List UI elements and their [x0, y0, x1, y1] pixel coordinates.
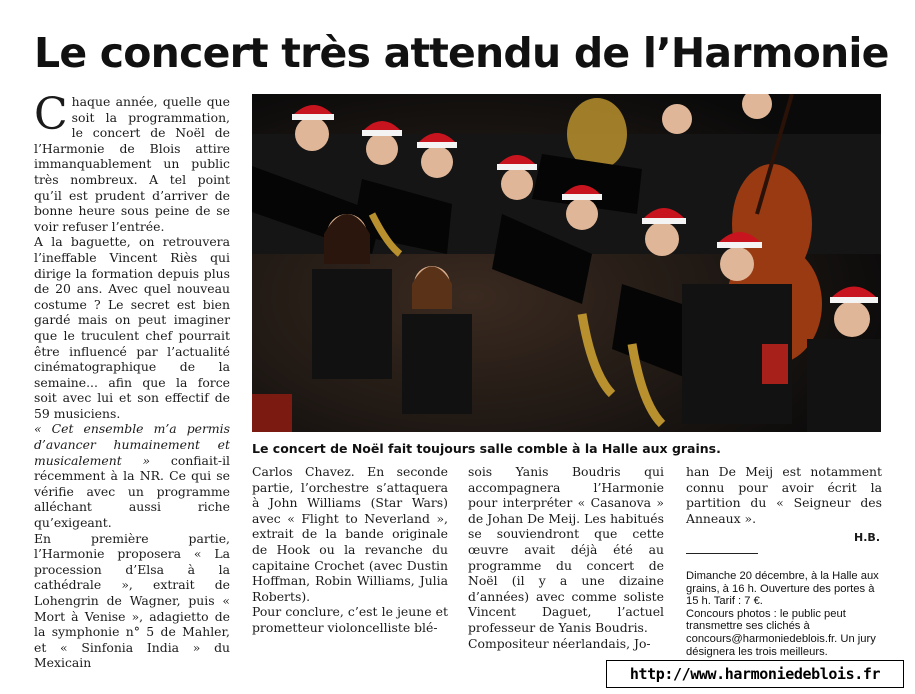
paragraph-first-part: En première partie, l’Harmonie proposera « La procession d’Elsa à la cathédrale », extrait de Lohengrin de Wagner, puis « Mort à Venise », adagietto de la symphonie n° 5 de Mahler, et « Sinfonia India » du Mexicain — [34, 530, 230, 671]
paragraph-quote — [34, 421, 230, 530]
paragraph-composer-start: Compositeur néerlandais, Jo- — [468, 635, 651, 651]
paragraph-second-part: Carlos Chavez. En seconde partie, l’orchestre s’attaquera à John Williams (Star Wars) avec « Flight to Neverland », extrait de la bande originale de Hook ou la revanche du capitaine Crochet (avec Dustin Hoffman, Robin Williams, Julia Roberts). — [252, 464, 448, 604]
concert-photo-illustration — [252, 94, 881, 432]
article-column-4 — [686, 464, 882, 526]
event-info-box — [686, 570, 884, 658]
paragraph-conductor: A la baguette, on retrouvera l’ineffable Vincent Riès qui dirige la formation depuis plus de 20 ans. Avec quel nouveau costume ? Le secret est bien gardé mais on peut imaginer que le truculent chef pourrait être influencé par l’actualité cinématographique de la semaine... afin que la force soit avec lui et son effectif de 59 musiciens. — [34, 234, 230, 421]
author-signature: H.B. — [854, 531, 880, 544]
photo-caption: Le concert de Noël fait toujours salle comble à la Halle aux grains. — [252, 441, 721, 456]
paragraph-soloist: sois Yanis Boudris qui accompagnera l’Harmonie pour interpréter « Casanova » de Johan De Meij. Les habitués se souviendront que cette œuvre avait déjà été au programme du concert de Noël (il y a une dizaine d’années) avec comme soliste Vincent Daguet, l’actuel professeur de Yanis Boudris. — [468, 464, 664, 635]
divider — [686, 553, 758, 554]
concert-photo — [252, 94, 881, 432]
intro-text: haque année, quelle que soit la programmation, le concert de Noël de l’Harmonie de Blois attire immanquablement un public très nombreux. A tel point qu’il est prudent d’arriver de bonne heure sous peine de se voir refuser l’entrée. — [34, 94, 230, 234]
article-column-2 — [252, 464, 448, 636]
article-headline: Le concert très attendu de l’Harmonie — [34, 29, 889, 77]
photo-contest: Concours photos : le public peut transmettre ses clichés à concours@harmoniedeblois.fr. Un jury désignera les trois meilleurs. — [686, 607, 876, 658]
drop-cap: C — [34, 89, 68, 140]
paragraph-conclusion: Pour conclure, c’est le jeune et prometteur violoncelliste blé- — [252, 604, 448, 635]
quote-context: confiait-il récemment à la NR. Ce qui se vérifie avec un programme alléchant aussi riche qu’exigeant. — [34, 452, 231, 531]
paragraph-composer-end: han De Meij est notamment connu pour avoir écrit la partition du « Seigneur des Anneaux ». — [686, 464, 882, 526]
event-details: Dimanche 20 décembre, à la Halle aux grains, à 16 h. Ouverture des portes à 15 h. Tarif : 7 €. — [686, 570, 879, 608]
website-url-banner[interactable]: http://www.harmoniedeblois.fr — [606, 660, 904, 688]
paragraph-intro — [34, 89, 230, 234]
conductor-quote: « Cet ensemble m’a permis d’avancer humainement et musicalement » — [34, 421, 230, 468]
article-column-1 — [34, 89, 231, 671]
article-column-3 — [468, 464, 664, 651]
